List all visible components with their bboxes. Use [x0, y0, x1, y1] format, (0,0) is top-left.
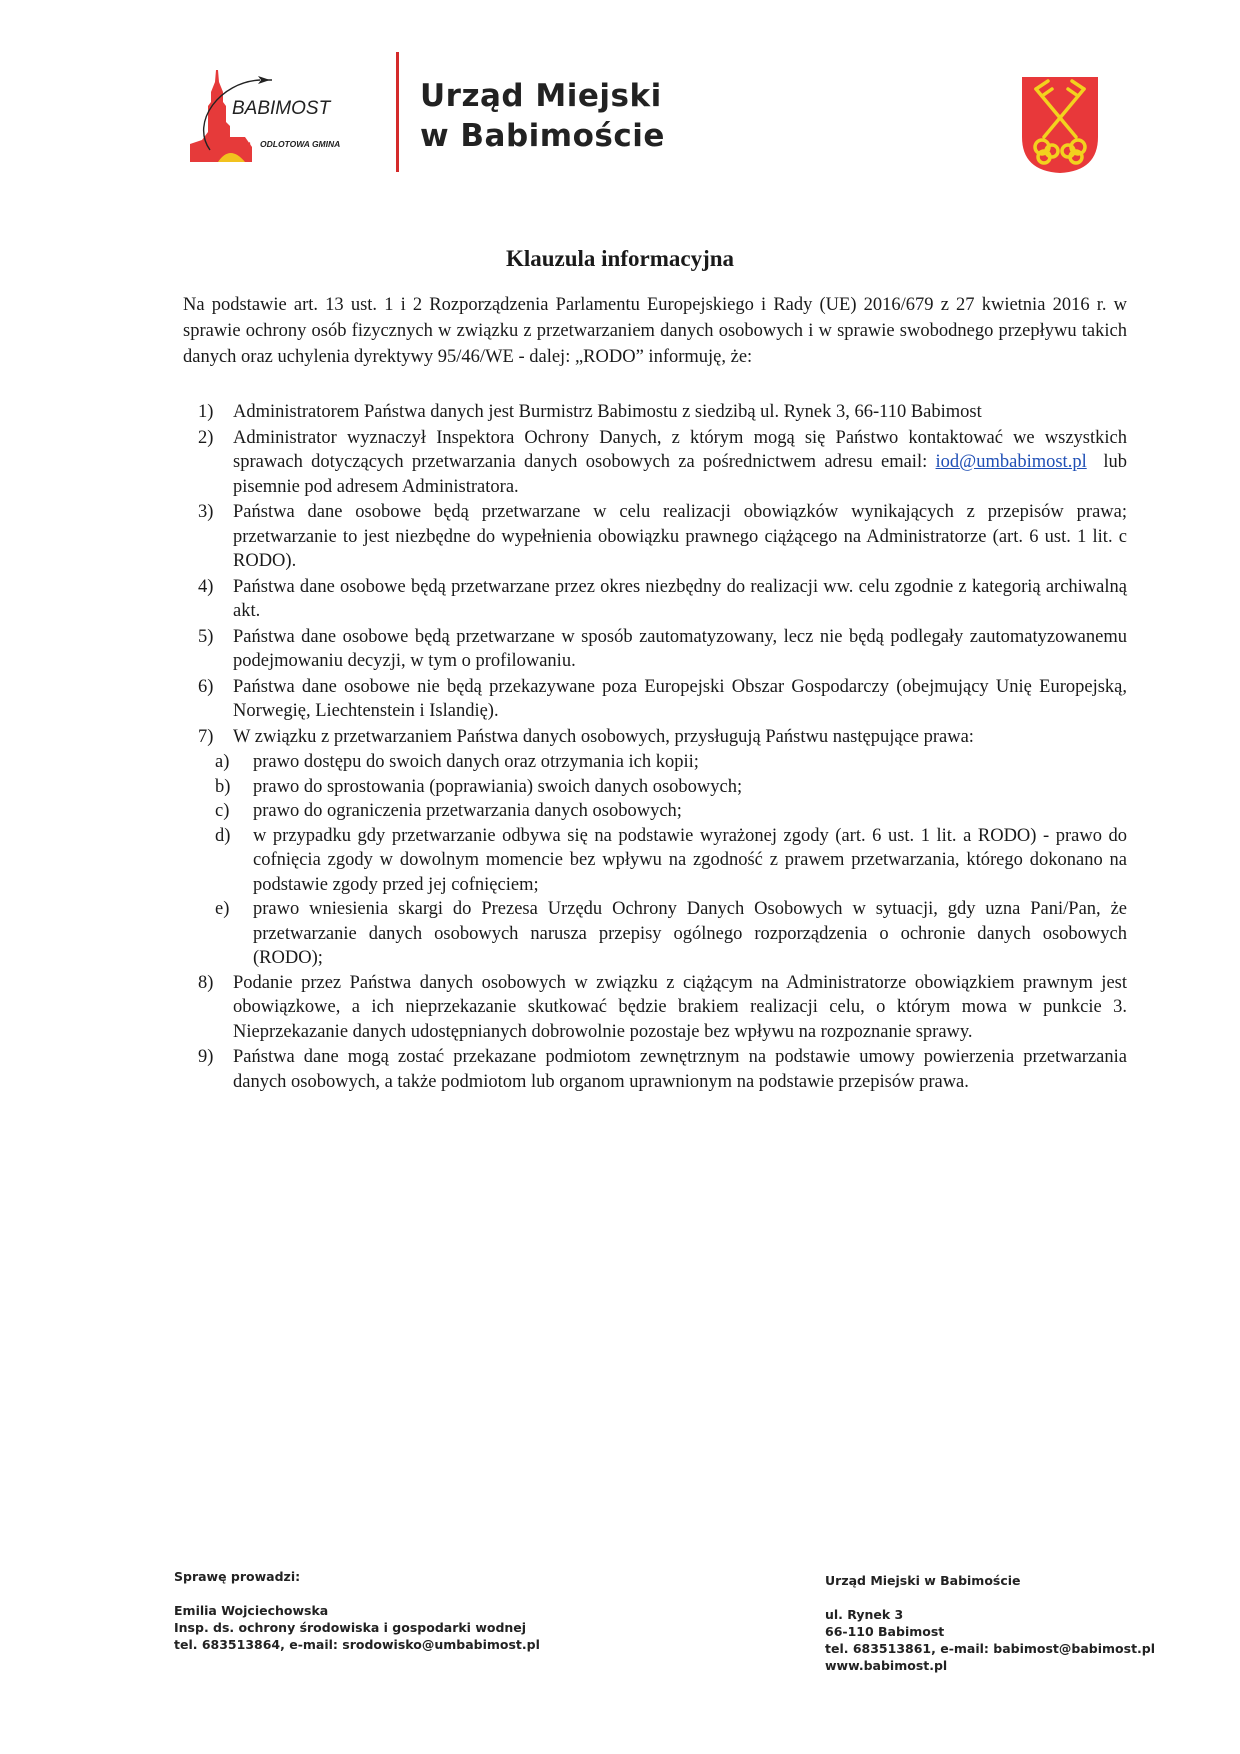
babimost-logo [190, 62, 360, 167]
right-text: w przypadku gdy przetwarzanie odbywa się na podstawie wyrażonej zgody (art. 6 ust. 1 lit. a RODO) - prawo do cofnięcia zgody w dowolnym momencie bez wpływu na zgodność z prawem przetwarzania, którego dokonano na podstawie zgody przed jej cofnięciem; [253, 825, 1127, 895]
clause-item-3 [183, 500, 1127, 574]
case-handler-name: Emilia Wojciechowska [174, 1603, 329, 1618]
clause-text [233, 426, 1132, 500]
office-title-line1: Urząd Miejski [420, 78, 662, 114]
footer-case-handler [174, 1568, 540, 1653]
right-text: prawo do ograniczenia przetwarzania danych osobowych; [253, 801, 682, 821]
clause-item-9 [183, 1045, 1127, 1094]
right-letter: c) [215, 801, 230, 821]
case-handler-contact: tel. 683513864, e-mail: srodowisko@umbabimost.pl [174, 1637, 540, 1652]
clause-text-after: lub pisemnie pod adresem Administratora. [233, 452, 1132, 497]
right-letter: d) [215, 825, 231, 846]
crossed-keys-icon [1020, 75, 1100, 175]
church-tower-logo-icon [190, 62, 360, 167]
case-handler-label: Sprawę prowadzi: [174, 1569, 301, 1584]
right-item-a [183, 750, 1127, 775]
clause-number: 3) [198, 502, 214, 522]
right-text: prawo wniesienia skargi do Prezesa Urzędu Ochrony Danych Osobowych w sytuacji, gdy uzna Pani/Pan, że przetwarzanie danych osobowych narusza przepisy ogólnego rozporządzenia o ochronie danych osobowych (RODO); [253, 899, 1127, 968]
logo-tagline: ODLOTOWA GMINA [260, 139, 341, 149]
logo-wordmark: BABIMOST [232, 98, 331, 119]
clause-number: 5) [198, 626, 214, 647]
right-item-e [183, 897, 1127, 971]
right-item-c [183, 799, 1127, 824]
clause-number: 7) [198, 726, 214, 747]
right-letter: a) [215, 752, 230, 772]
clause-number: 4) [198, 576, 214, 597]
intro-paragraph: Na podstawie art. 13 ust. 1 i 2 Rozporządzenia Parlamentu Europejskiego i Rady (UE) 2016/679 z 27 kwietnia 2016 r. w sprawie ochrony osób fizycznych w związku z przetwarzaniem danych osobowych i w sprawie swobodnego przepływu takich danych oraz uchylenia dyrektywy 95/46/WE - dalej: „RODO” informuję, że: [183, 295, 1127, 367]
clause-number: 6) [198, 676, 214, 697]
clause-item-7 [183, 725, 1127, 750]
right-text: prawo dostępu do swoich danych oraz otrzymania ich kopii; [253, 752, 699, 772]
right-text: prawo do sprostowania (poprawiania) swoich danych osobowych; [253, 776, 743, 797]
right-letter: b) [215, 776, 231, 797]
right-letter: e) [215, 899, 230, 919]
clause-text: Państwa dane mogą zostać przekazane podmiotom zewnętrznym na podstawie umowy powierzenia przetwarzania danych osobowych, a także podmiotom lub organom uprawnionym na podstawie przepisów prawa. [233, 1047, 1127, 1092]
office-name: Urząd Miejski w Babimoście [825, 1573, 1021, 1588]
case-handler-position: Insp. ds. ochrony środowiska i gospodarki wodnej [174, 1620, 527, 1635]
clause-text: Państwa dane osobowe będą przetwarzane w celu realizacji obowiązków wynikających z przepisów prawa; przetwarzanie to jest niezbędne do wypełnienia obowiązku prawnego ciążącego na Administratorze (art. 6 ust. 1 lit. c RODO). [233, 502, 1127, 571]
office-street: ul. Rynek 3 [825, 1607, 904, 1622]
right-item-d [183, 824, 1127, 898]
clause-text: Administratorem Państwa danych jest Burmistrz Babimostu z siedzibą ul. Rynek 3, 66-110 Babimost [233, 402, 982, 422]
office-website[interactable]: www.babimost.pl [825, 1658, 948, 1673]
office-city: 66-110 Babimost [825, 1624, 945, 1639]
clause-item-5 [183, 625, 1127, 674]
clause-number: 9) [198, 1047, 214, 1067]
office-title-line2: w Babimoście [420, 118, 665, 154]
clause-text: Państwa dane osobowe nie będą przekazywane poza Europejski Obszar Gospodarczy (obejmujący Unię Europejską, Norwegię, Liechtenstein i Islandię). [233, 676, 1127, 721]
clause-item-1 [183, 400, 1127, 425]
clause-text: W związku z przetwarzaniem Państwa danych osobowych, przysługują Państwu następujące prawa: [233, 726, 974, 747]
iod-email-link[interactable]: iod@umbabimost.pl [935, 452, 1087, 472]
footer-office-address [825, 1572, 1155, 1674]
right-item-b [183, 775, 1127, 800]
clause-item-6 [183, 675, 1127, 724]
clause-item-8 [183, 971, 1127, 1045]
clause-item-4 [183, 575, 1127, 624]
header-divider [396, 52, 399, 172]
clause-item-2 [183, 426, 1132, 500]
clause-text-before: Administrator wyznaczył Inspektora Ochrony Danych, z którym mogą się Państwo kontaktować we wszystkich sprawach dotyczących przetwarzania danych osobowych za pośrednictwem adresu email: [233, 427, 1127, 472]
clause-number: 1) [198, 402, 214, 422]
office-contact: tel. 683513861, e-mail: babimost@babimost.pl [825, 1641, 1156, 1656]
clause-list [183, 400, 1132, 1095]
document-title: Klauzula informacyjna [505, 246, 735, 271]
clause-number: 2) [198, 427, 214, 448]
clause-text: Państwa dane osobowe będą przetwarzane przez okres niezbędny do realizacji ww. celu zgodnie z kategorią archiwalną akt. [233, 576, 1127, 621]
coat-of-arms [1020, 75, 1100, 175]
clause-number: 8) [198, 972, 214, 993]
office-title [420, 76, 665, 156]
clause-text: Podanie przez Państwa danych osobowych w związku z ciążącym na Administratorze obowiązkiem prawnym jest obowiązkowe, a ich nieprzekazanie skutkować będzie brakiem realizacji celu, o którym mowa w punkcie 3. Nieprzekazanie danych udostępnianych dobrowolnie pozostaje bez wpływu na rozpoznanie sprawy. [233, 972, 1127, 1042]
clause-text: Państwa dane osobowe będą przetwarzane w sposób zautomatyzowany, lecz nie będą podlegały zautomatyzowanemu podejmowaniu decyzji, w tym o profilowaniu. [233, 626, 1127, 671]
